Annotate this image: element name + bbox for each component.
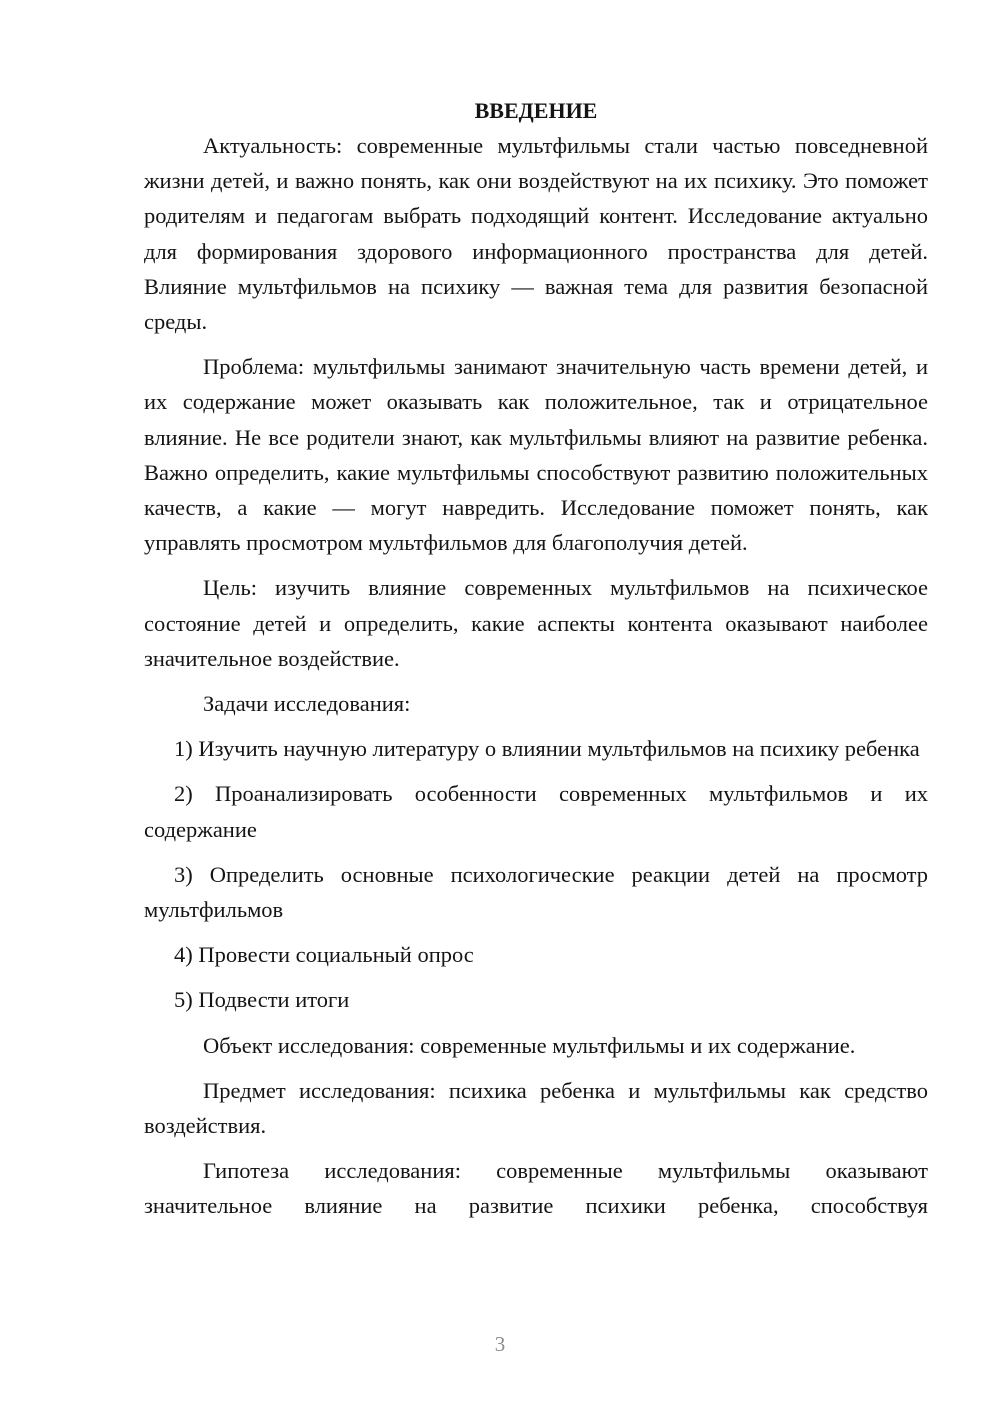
paragraph-problem: Проблема: мультфильмы занимают значительную часть времени детей, и их содержание может оказывать как положительное, так и отрицательное влияние. Не все родители знают, как мультфильмы влияют на развитие ребенка. Важно определить, какие мультфильмы способствуют развитию положительных качеств, а какие — могут навредить. Исследование поможет понять, как управлять просмотром мультфильмов для благополучия детей. [144,354,928,556]
task-item-5: 5) Подвести итоги [174,987,350,1013]
paragraph-object: Объект исследования: современные мультфильмы и их содержание. [203,1032,856,1058]
paragraph-goal: Цель: изучить влияние современных мультфильмов на психическое состояние детей и определить, какие аспекты контента оказывают наиболее значительное воздействие. [144,575,928,671]
task-item-2: 2) Проанализировать особенности современных мультфильмов и их содержание [144,781,928,842]
task-item-3: 3) Определить основные психологические реакции детей на просмотр мультфильмов [144,861,928,923]
page-number: 3 [494,1332,506,1356]
task-item-1: 1) Изучить научную литературу о влиянии мультфильмов на психику ребенка [174,736,920,762]
paragraph-subject: Предмет исследования: психика ребенка и мультфильмы как средство воздействия. [144,1077,928,1139]
page-content [144,94,928,1224]
task-item-4: 4) Провести социальный опрос [174,942,474,968]
section-title: ВВЕДЕНИЕ [474,98,598,123]
paragraph-hypothesis: Гипотеза исследования: современные мультфильмы оказывают значительное влияние на развитие психики ребенка, способствуя [144,1158,928,1219]
tasks-heading: Задачи исследования: [203,691,411,717]
paragraph-relevance: Актуальность: современные мультфильмы стали частью повседневной жизни детей, и важно понять, как они воздействуют на их психику. Это поможет родителям и педагогам выбрать подходящий контент. Исследование актуально для формирования здорового информационного пространства для детей. Влияние мультфильмов на психику — важная тема для развития безопасной среды. [144,133,928,335]
